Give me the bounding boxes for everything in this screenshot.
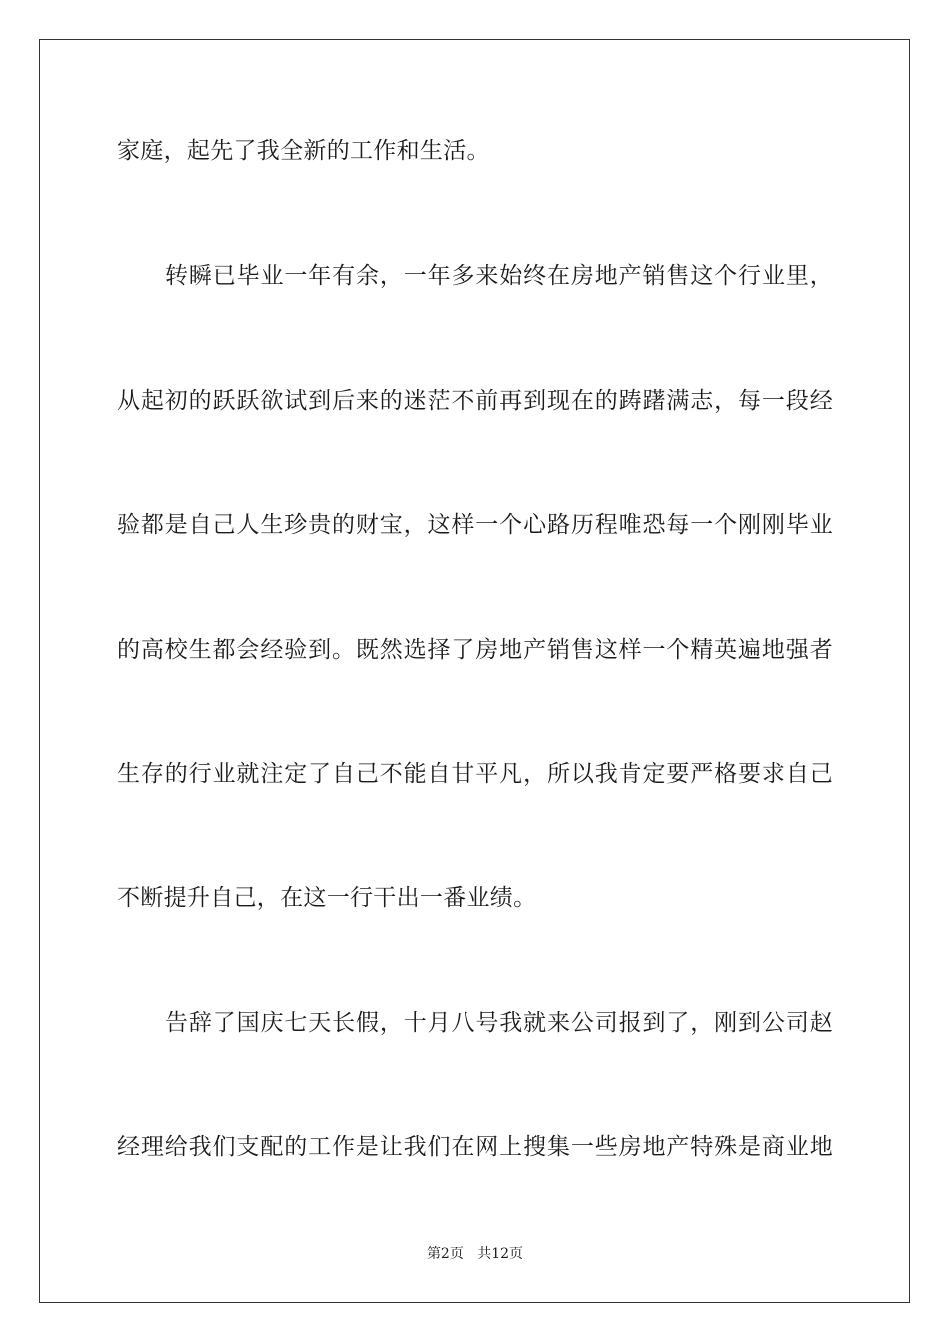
page-border xyxy=(39,39,910,1303)
page-number: 第2页 xyxy=(426,1246,464,1262)
text-line-9: 经理给我们支配的工作是让我们在网上搜集一些房地产特殊是商业地 xyxy=(117,1134,833,1160)
page-total: 共12页 xyxy=(477,1246,524,1262)
text-line-1: 家庭，起先了我全新的工作和生活。 xyxy=(117,138,490,164)
text-line-5: 的高校生都会经验到。既然选择了房地产销售这样一个精英遍地强者 xyxy=(117,637,833,663)
text-line-3: 从起初的跃跃欲试到后来的迷茫不前再到现在的踌躇满志，每一段经 xyxy=(117,388,833,414)
text-line-7: 不断提升自己，在这一行干出一番业绩。 xyxy=(117,885,537,911)
page-footer xyxy=(0,1245,950,1263)
text-line-8: 告辞了国庆七天长假，十月八号我就来公司报到了，刚到公司赵 xyxy=(165,1010,833,1036)
text-line-4: 验都是自己人生珍贵的财宝，这样一个心路历程唯恐每一个刚刚毕业 xyxy=(117,512,833,538)
text-line-6: 生存的行业就注定了自己不能自甘平凡，所以我肯定要严格要求自己 xyxy=(117,761,833,787)
text-line-2: 转瞬已毕业一年有余，一年多来始终在房地产销售这个行业里， xyxy=(165,263,833,289)
